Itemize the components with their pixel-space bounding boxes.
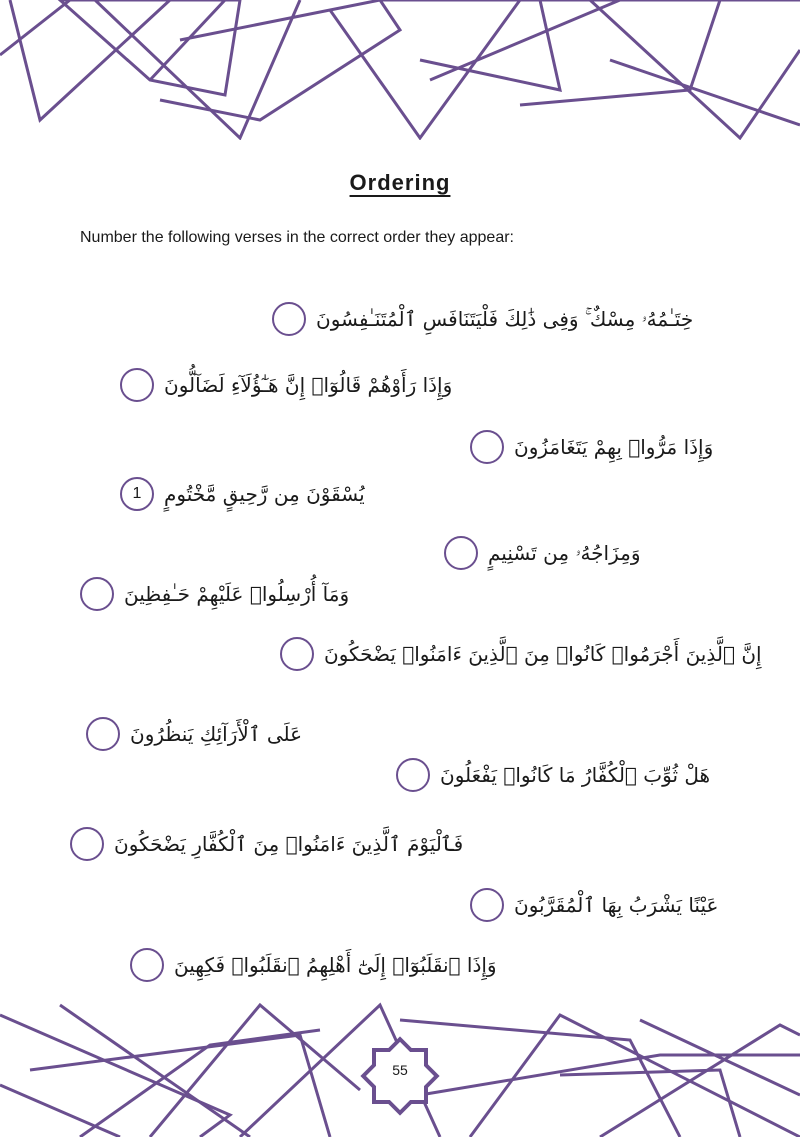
answer-circle[interactable] — [470, 888, 504, 922]
verse-text: وَمَآ أُرْسِلُوا۟ عَلَيْهِمْ حَـٰفِظِينَ — [124, 582, 350, 606]
page-title: Ordering — [349, 170, 451, 195]
verse-text: وَإِذَا مَرُّوا۟ بِهِمْ يَتَغَامَزُونَ — [514, 435, 714, 459]
answer-circle[interactable] — [470, 430, 504, 464]
verse-item — [396, 755, 710, 795]
verse-item — [130, 945, 497, 985]
verse-text: عَيْنًا يَشْرَبُ بِهَا ٱلْمُقَرَّبُونَ — [514, 893, 719, 917]
answer-circle[interactable] — [70, 827, 104, 861]
top-geometric-decoration — [0, 0, 800, 140]
verse-item — [120, 474, 365, 514]
answer-circle[interactable]: 1 — [120, 477, 154, 511]
verse-text: وَمِزَاجُهُۥ مِن تَسْنِيمٍ — [488, 541, 641, 565]
verse-item — [470, 885, 718, 925]
verse-item — [444, 533, 641, 573]
verse-text: خِتَـٰمُهُۥ مِسْكٌ ۚ وَفِى ذَٰلِكَ فَلْيَتَنَافَسِ ٱلْمُتَنَـٰفِسُونَ — [316, 307, 694, 331]
answer-circle[interactable] — [272, 302, 306, 336]
answer-circle[interactable] — [120, 368, 154, 402]
verse-item — [272, 299, 693, 339]
answer-circle[interactable] — [280, 637, 314, 671]
answer-circle[interactable] — [396, 758, 430, 792]
verse-item — [80, 574, 349, 614]
verse-item — [120, 365, 452, 405]
answer-circle[interactable] — [444, 536, 478, 570]
verse-text: وَإِذَا ٱنقَلَبُوٓا۟ إِلَىٰٓ أَهْلِهِمُ ٱنقَلَبُوا۟ فَكِهِينَ — [174, 953, 497, 977]
page-number: 55 — [392, 1062, 408, 1078]
instruction-text: Number the following verses in the correct order they appear: — [80, 229, 514, 246]
verse-item — [70, 824, 463, 864]
verse-text: يُسْقَوْنَ مِن رَّحِيقٍ مَّخْتُومٍ — [164, 482, 365, 506]
answer-circle[interactable] — [80, 577, 114, 611]
answer-circle[interactable] — [86, 717, 120, 751]
verse-text: وَإِذَا رَأَوْهُمْ قَالُوٓا۟ إِنَّ هَـٰٓؤُلَآءِ لَضَآلُّونَ — [164, 373, 453, 397]
verse-item — [280, 634, 762, 674]
verse-text: فَٱلْيَوْمَ ٱلَّذِينَ ءَامَنُوا۟ مِنَ ٱلْكُفَّارِ يَضْحَكُونَ — [114, 832, 464, 856]
verse-text: إِنَّ ٱلَّذِينَ أَجْرَمُوا۟ كَانُوا۟ مِنَ ٱلَّذِينَ ءَامَنُوا۟ يَضْحَكُونَ — [324, 642, 762, 666]
answer-circle[interactable] — [130, 948, 164, 982]
verse-item — [86, 714, 302, 754]
verse-text: عَلَى ٱلْأَرَآئِكِ يَنظُرُونَ — [130, 722, 303, 746]
verse-text: هَلْ ثُوِّبَ ٱلْكُفَّارُ مَا كَانُوا۟ يَفْعَلُونَ — [440, 763, 711, 787]
verse-item — [470, 427, 713, 467]
